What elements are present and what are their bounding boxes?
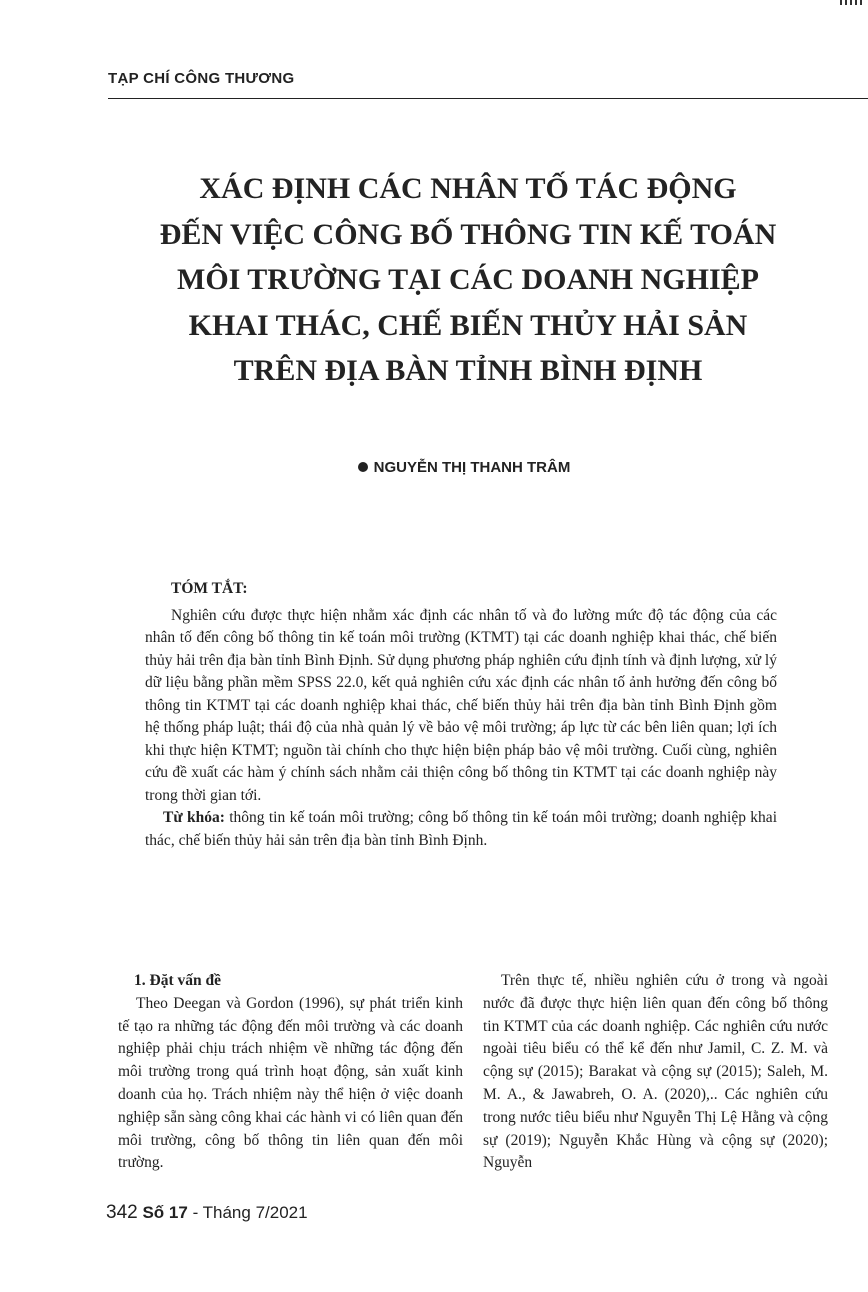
issue-number: 17: [168, 1203, 188, 1222]
title-line: KHAI THÁC, CHẾ BIẾN THỦY HẢI SẢN: [188, 308, 748, 342]
page-corner-marks: [840, 0, 862, 5]
issue-label: Số: [142, 1203, 165, 1222]
keywords-text: thông tin kế toán môi trường; công bố thông tin kế toán môi trường; doanh nghiệp khai thác, chế biến thủy hải sản trên địa bàn tỉnh Bình Định.: [145, 809, 777, 849]
title-line: MÔI TRƯỜNG TẠI CÁC DOANH NGHIỆP: [177, 263, 759, 296]
abstract: [145, 578, 777, 852]
header-divider: [108, 98, 868, 99]
page-number: 342: [106, 1202, 138, 1223]
body-column-right: [483, 970, 828, 1175]
section-heading: 1. Đặt vấn đề: [134, 972, 221, 989]
page-footer: [106, 1202, 308, 1224]
title-line: TRÊN ĐỊA BÀN TỈNH BÌNH ĐỊNH: [233, 354, 703, 387]
abstract-heading: TÓM TẮT:: [171, 580, 248, 597]
author-byline: [0, 459, 868, 476]
author-name: NGUYỄN THỊ THANH TRÂM: [373, 459, 571, 476]
body-paragraph: Theo Deegan và Gordon (1996), sự phát triển kinh tế tạo ra những tác động đến môi trường và các doanh nghiệp phải chịu trách nhiệm về những tác động đến môi trường trong quá trình hoạt động, sản xuất kinh doanh của họ. Trách nhiệm này thể hiện ở việc doanh nghiệp sẵn sàng công khai các hành vi có liên quan đến môi trường, công bố thông tin liên quan đến môi trường.: [118, 994, 463, 1172]
body-paragraph: Trên thực tế, nhiều nghiên cứu ở trong và ngoài nước đã được thực hiện liên quan đến công bố thông tin KTMT của các doanh nghiệp. Các nghiên cứu nước ngoài tiêu biểu có thể kể đến như Jamil, C. Z. M. và cộng sự (2015); Barakat và cộng sự (2015); Saleh, M. M. A., & Jawabreh, O. A. (2020),.. Các nghiên cứu trong nước tiêu biểu như Nguyễn Thị Lệ Hằng và cộng sự (2019); Nguyễn Khắc Hùng và cộng sự (2020); Nguyễn: [483, 972, 828, 1172]
issue-date: - Tháng 7/2021: [192, 1203, 308, 1222]
journal-name: TẠP CHÍ CÔNG THƯƠNG: [108, 70, 295, 87]
article-title: [108, 166, 828, 394]
keywords-label: Từ khóa:: [163, 809, 225, 826]
keywords: [145, 807, 777, 852]
body-column-left: [118, 970, 463, 1175]
title-line: XÁC ĐỊNH CÁC NHÂN TỐ TÁC ĐỘNG: [199, 172, 737, 205]
abstract-text: Nghiên cứu được thực hiện nhằm xác định các nhân tố và đo lường mức độ tác động của các nhân tố đến công bố thông tin kế toán môi trường (KTMT) tại các doanh nghiệp khai thác, chế biến thủy hải trên địa bàn tỉnh Bình Định. Sử dụng phương pháp nghiên cứu định tính và định lượng, xử lý dữ liệu bằng phần mềm SPSS 22.0, kết quả nghiên cứu xác định các nhân tố ảnh hưởng đến công bố thông tin KTMT tại các doanh nghiệp khai thác, chế biến thủy hải trên địa bàn tỉnh Bình Định gồm hệ thống pháp luật; thái độ của nhà quản lý về bảo vệ môi trường; áp lực từ các bên liên quan; lợi ích khi thực hiện KTMT; nguồn tài chính cho thực hiện biện pháp bảo vệ môi trường. Cuối cùng, nghiên cứu đề xuất các hàm ý chính sách nhằm cải thiện công bố thông tin KTMT tại các doanh nghiệp này trong thời gian tới.: [145, 606, 777, 804]
title-line: ĐẾN VIỆC CÔNG BỐ THÔNG TIN KẾ TOÁN: [159, 217, 777, 251]
bullet-icon: [358, 462, 368, 472]
